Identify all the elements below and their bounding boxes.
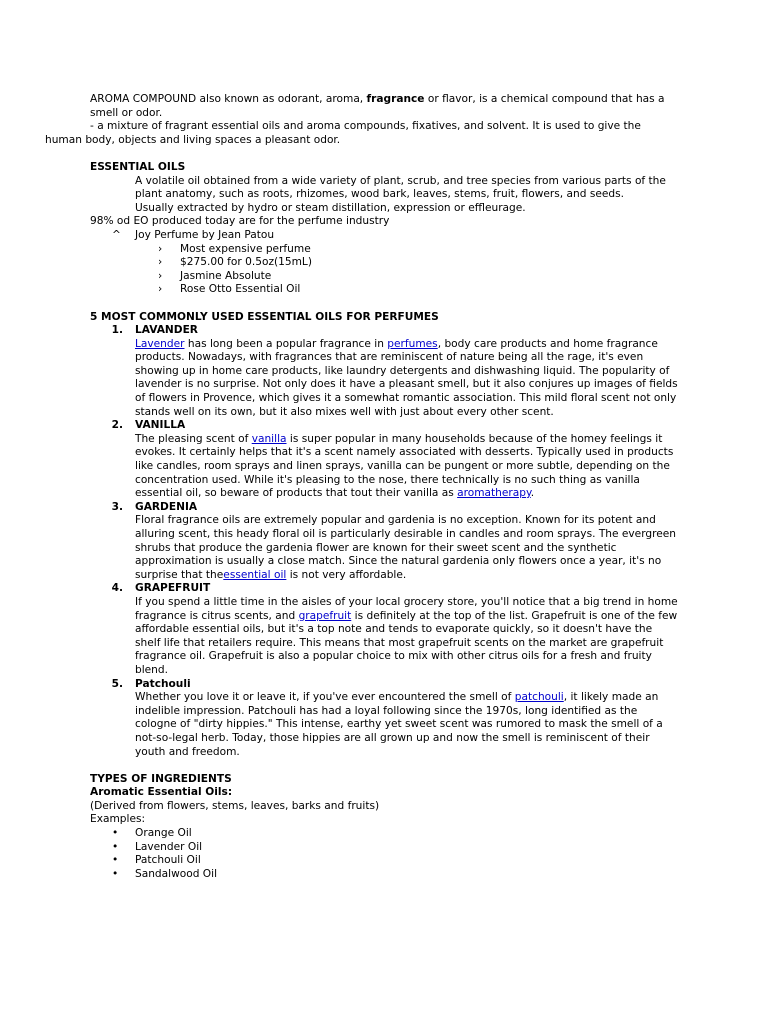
chevron-marker: › — [158, 283, 163, 296]
intro-text-end: or flavor, is a chemical compound that has a smell or odor. — [90, 93, 665, 119]
sub-list-item: › Most expensive perfume — [158, 242, 311, 255]
vanilla-link[interactable]: vanilla — [251, 432, 287, 445]
oil-item-title: 5. Patchouli — [111, 677, 191, 690]
intro-bold-term: fragrance — [366, 93, 425, 105]
caret-marker: ^ — [112, 228, 121, 241]
oil-item-title: 2. VANILLA — [111, 419, 186, 432]
bullet-icon: • — [112, 867, 119, 880]
sub-list-item: › $275.00 for 0.5oz(15mL) — [158, 256, 312, 269]
intro-definition — [90, 93, 680, 120]
oil-item-title: 1. LAVANDER — [111, 324, 198, 337]
list-item: • Orange Oil — [90, 827, 680, 841]
chevron-marker: › — [158, 242, 163, 255]
oil-item-title: 3. GARDENIA — [111, 500, 198, 513]
oil-item-body: If you spend a little time in the aisles of your local grocery store, you'll notice that a big trend in home fragrance is citrus scents, and grapefruit is definitely at the top of the list. Grapefruit is one of the few affordable essential oils, but it's a top note and tends to evaporate quickly, so it doesn't have the shelf life that retailers require. This means that most grapefruit scents on the market are grapefruit fragrance oil. Grapefruit is also a popular choice to mix with other citrus oils for a fresh and fruity blend. — [135, 595, 678, 676]
aromatherapy-link[interactable]: aromatherapy — [457, 487, 531, 500]
spacer — [90, 147, 680, 161]
bullet-icon: • — [112, 840, 119, 853]
spacer — [90, 759, 680, 773]
spacer — [90, 297, 680, 311]
chevron-marker: › — [158, 269, 163, 282]
perfumes-link[interactable]: perfumes — [387, 337, 438, 350]
sub-list-item: › Rose Otto Essential Oil — [158, 283, 301, 296]
top5-heading: 5 MOST COMMONLY USED ESSENTIAL OILS FOR PERFUMES — [90, 310, 439, 323]
oil-item-body: Lavender has long been a popular fragrance in perfumes, body care products and home fragrance products. Nowadays, with fragrances that are reminiscent of nature being all the rage, it's even showing up in home care products, like laundry detergents and dishwashing liquid. The popularity of lavender is no surprise. Not only does it have a pleasant smell, but it also conjures up images of fields of flowers in Provence, which gives it a somewhat romantic association. This mild floral scent not only stands well on its own, but it also mixes well with just about every other scent. — [135, 337, 678, 418]
essential-oils-heading: ESSENTIAL OILS — [90, 160, 186, 173]
oil-item-body: Whether you love it or leave it, if you've ever encountered the smell of patchouli, it likely made an indelible impression. Patchouli has had a loyal following since the 1970s, long identified as the cologne of "dirty hippies." This intense, earthy yet sweet scent was rumored to mask the smell of a not-so-legal herb. Today, those hippies are all grown up and now the smell is reminiscent of their youth and freedom. — [135, 691, 663, 758]
example-perfume: ^ Joy Perfume by Jean Patou — [90, 229, 680, 243]
ingredients-heading: TYPES OF INGREDIENTS — [90, 772, 232, 785]
document-page — [45, 93, 680, 881]
bullet-icon: • — [112, 854, 119, 867]
essential-oils-extraction: Usually extracted by hydro or steam distillation, expression or effleurage. — [135, 201, 526, 214]
chevron-marker: › — [158, 256, 163, 269]
list-item: • Patchouli Oil — [90, 854, 680, 868]
list-item: • Sandalwood Oil — [90, 868, 680, 882]
list-item: • Lavender Oil — [90, 841, 680, 855]
oil-item-title: 4. GRAPEFRUIT — [111, 582, 211, 595]
bullet-icon: • — [112, 827, 119, 840]
examples-label: Examples: — [90, 813, 146, 826]
grapefruit-link[interactable]: grapefruit — [298, 609, 352, 622]
sub-list-item: › Jasmine Absolute — [158, 269, 272, 282]
examples-list — [90, 827, 680, 881]
essential-oils-definition: A volatile oil obtained from a wide variety of plant, scrub, and tree species from various parts of the plant anatomy, such as roots, rhizomes, wood bark, leaves, stems, fruit, flowers, and seeds. — [135, 174, 666, 201]
lavender-link[interactable]: Lavender — [135, 337, 185, 350]
ingredients-subheading: Aromatic Essential Oils: — [90, 786, 233, 799]
patchouli-link[interactable]: patchouli — [514, 691, 564, 704]
oil-item-body: The pleasing scent of vanilla is super popular in many households because of the homey feelings it evokes. It certainly helps that it's a scent namely associated with desserts. Typically used in products like candles, room sprays and linen sprays, vanilla can be pungent or more subtle, depending on the concentration used. While it's pleasing to the nose, there technically is no such thing as vanilla essential oil, so beware of products that tout their vanilla as aromatherapy. — [135, 432, 674, 500]
intro-text: AROMA COMPOUND also known as odorant, aroma, — [90, 93, 367, 105]
intro-mixture: - a mixture of fragrant essential oils and aroma compounds, fixatives, and solvent. It is used to give the human body, objects and living spaces a pleasant odor. — [45, 120, 641, 146]
ingredients-note: (Derived from flowers, stems, leaves, barks and fruits) — [90, 799, 380, 812]
essential-oils-stat: 98% od EO produced today are for the perfume industry — [90, 215, 390, 228]
oil-item-body: Floral fragrance oils are extremely popular and gardenia is no exception. Known for its potent and alluring scent, this heady floral oil is particularly desirable in candles and room sprays. The evergreen shrubs that produce the gardenia flower are known for their sweet scent and the synthetic approximation is usually a close match. Since the natural gardenia only flowers once a year, it's no surprise that theessential oil is not very affordable. — [135, 514, 676, 581]
essential-oil-link[interactable]: essential oil — [223, 568, 287, 581]
